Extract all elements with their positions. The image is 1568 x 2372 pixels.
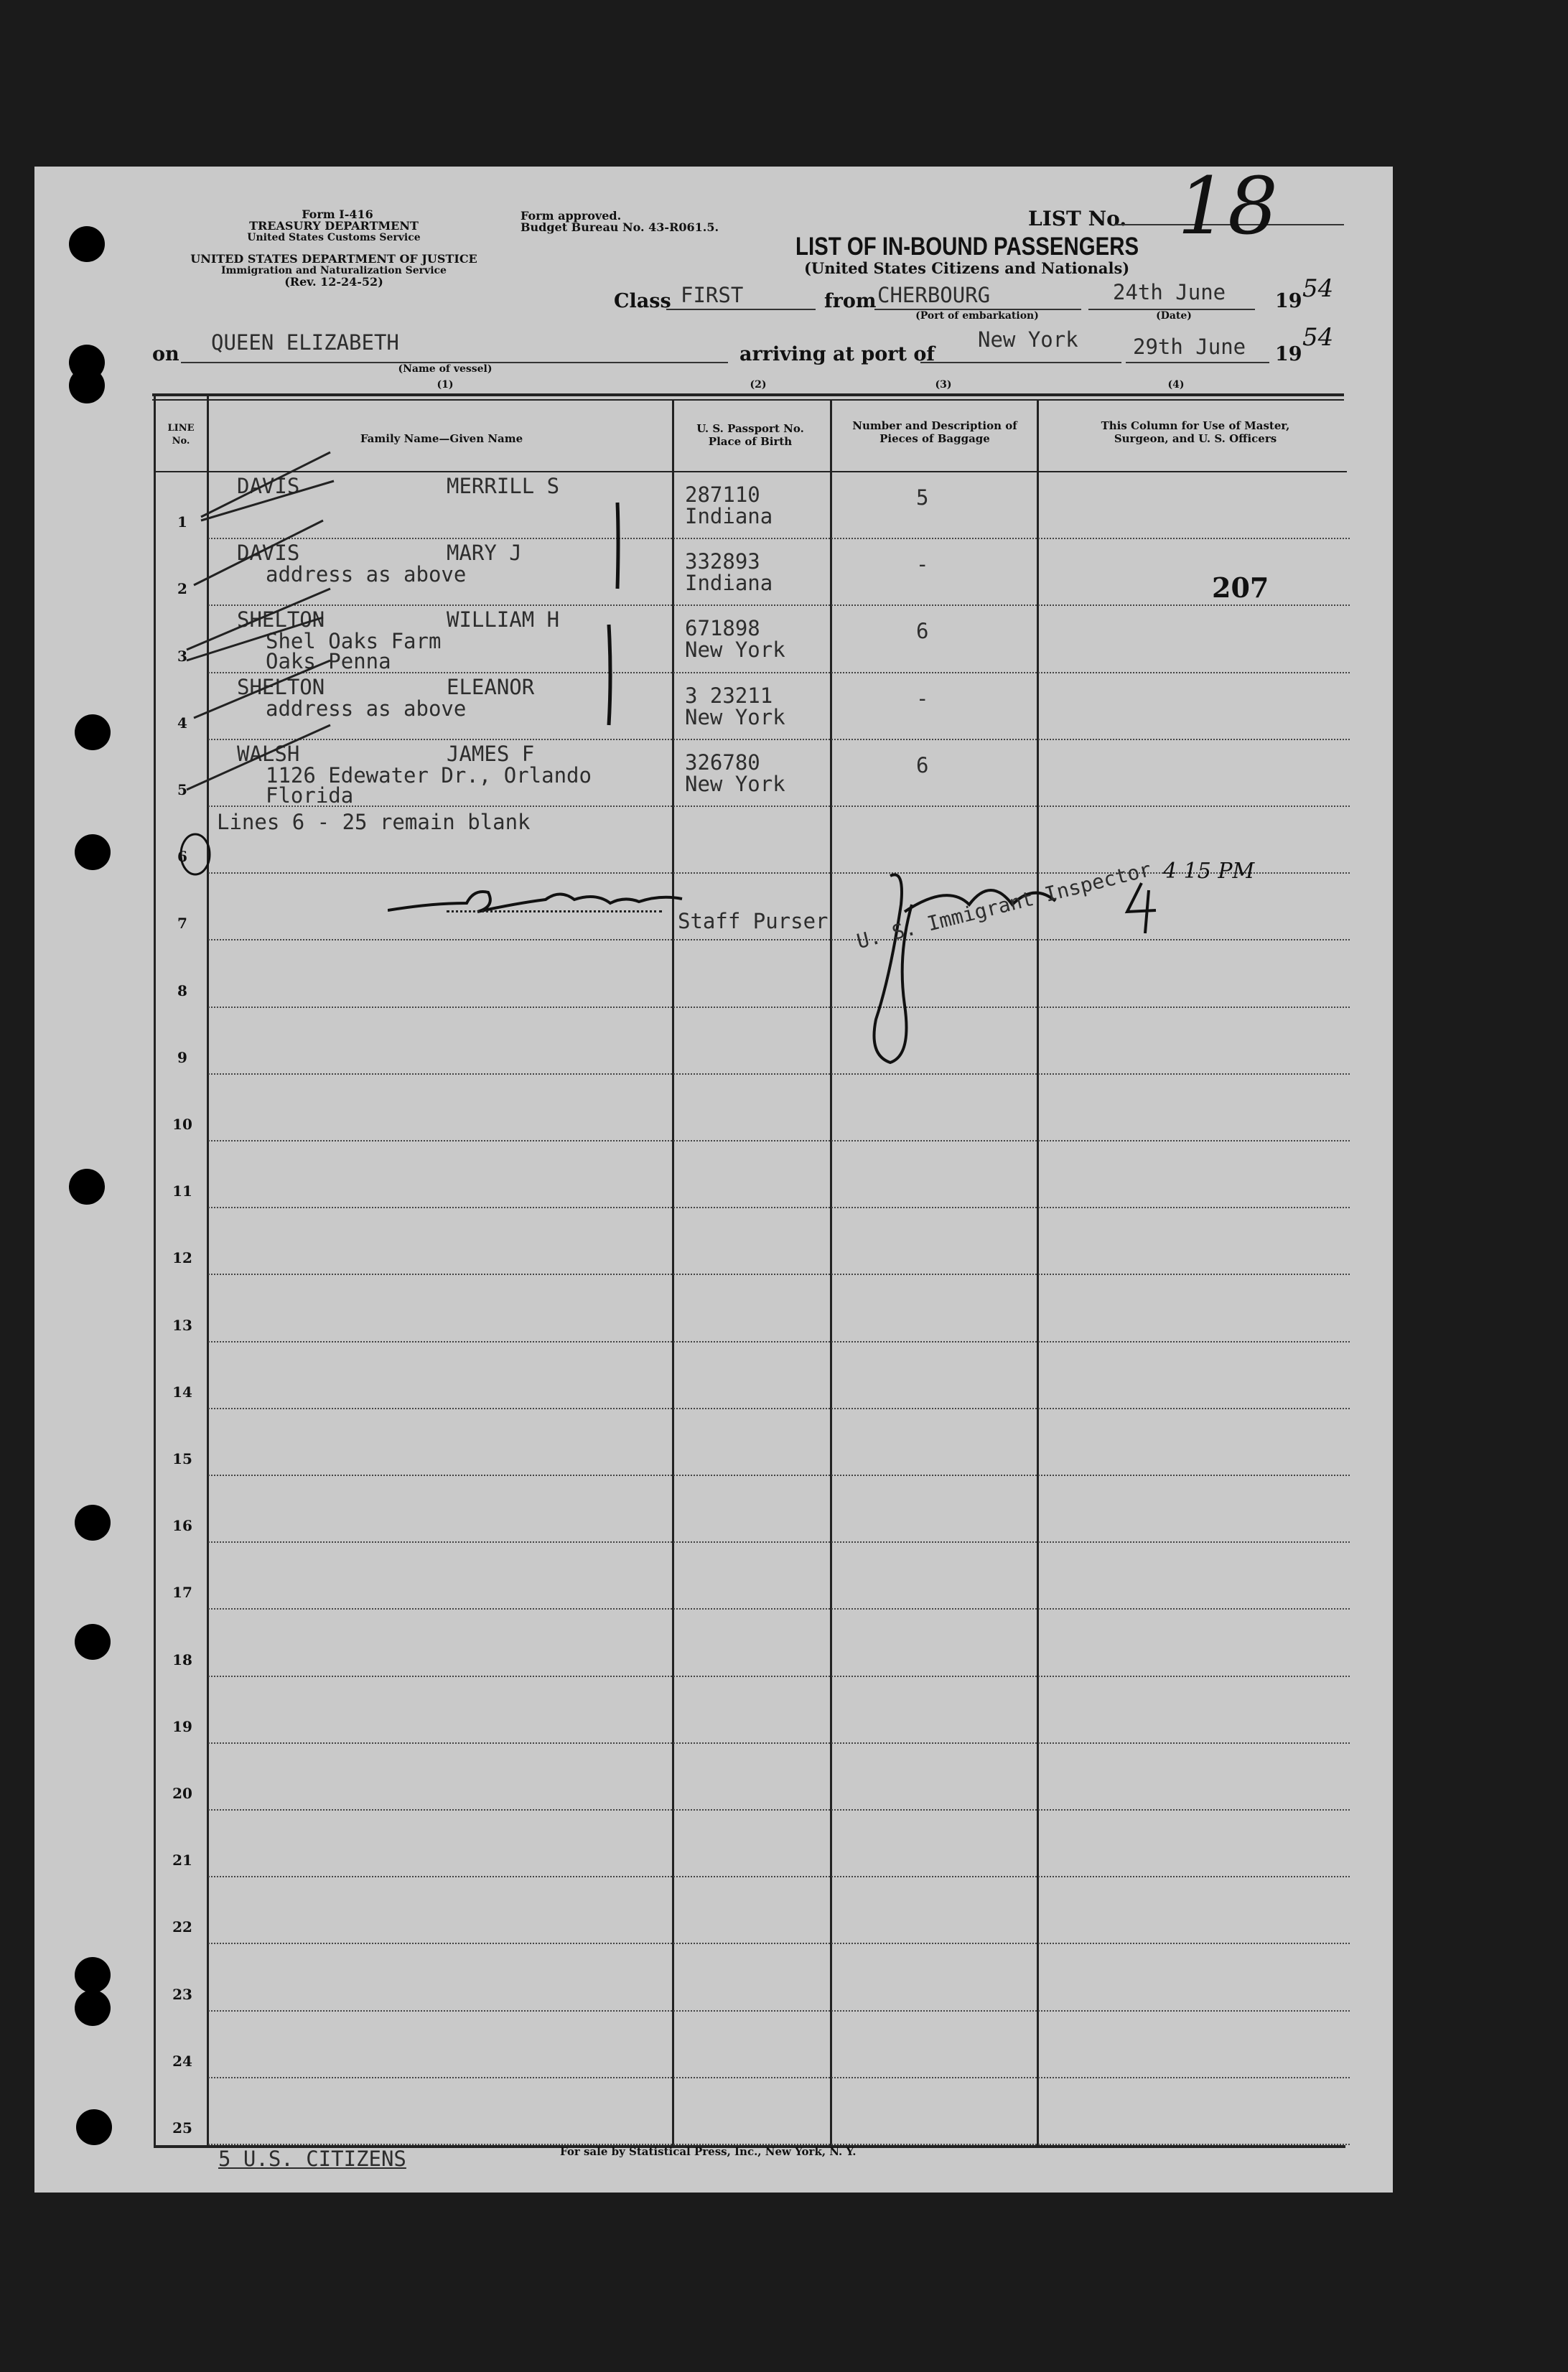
place-of-birth: Indiana <box>685 571 773 596</box>
purser-dotted-line <box>447 910 662 912</box>
line-number: 6 <box>177 848 187 866</box>
baggage-count: 6 <box>916 752 929 778</box>
punch-hole <box>69 226 105 262</box>
row-rule <box>208 1676 1350 1677</box>
punch-hole <box>75 1624 111 1660</box>
year-prefix: 19 <box>1275 343 1302 365</box>
list-number-label: LIST No. <box>1028 207 1127 230</box>
officer-note: 207 <box>1212 571 1269 604</box>
passport-number: 3 23211 <box>685 683 773 708</box>
row-rule <box>208 1274 1350 1275</box>
passenger-given-name: MERRILL S <box>447 474 560 498</box>
passenger-address: address as above <box>266 562 467 587</box>
line-number: 1 <box>177 513 187 531</box>
class-label: Class <box>614 290 671 312</box>
line-number: 12 <box>172 1249 192 1267</box>
punch-hole <box>75 1505 111 1541</box>
passenger-family-name: SHELTON <box>237 674 325 699</box>
purser-signature <box>388 867 689 932</box>
line-number: 4 <box>177 714 187 732</box>
row-rule <box>208 1608 1350 1610</box>
arrival-port: New York <box>978 327 1078 352</box>
passenger-address: Oaks Penna <box>266 649 391 674</box>
baggage-count: - <box>916 552 929 577</box>
passenger-address: address as above <box>266 696 467 721</box>
list-number: 18 <box>1177 160 1278 252</box>
on-label: on <box>152 343 179 365</box>
row-rule <box>208 2010 1350 2012</box>
department-name: UNITED STATES DEPARTMENT OF JUSTICE <box>190 252 477 266</box>
punch-hole <box>76 2109 112 2145</box>
from-label: from <box>824 290 877 312</box>
inspector-title: U. S. Immigrant Inspector <box>854 857 1154 954</box>
row-rule <box>208 1809 1350 1811</box>
line-number: 19 <box>172 1717 192 1735</box>
date-caption: (Date) <box>1156 310 1192 322</box>
row-rule <box>208 1207 1350 1208</box>
passport-number: 287110 <box>685 482 760 507</box>
row-rule <box>208 2077 1350 2078</box>
baggage-count: 5 <box>916 485 929 510</box>
citizens-count: 5 U.S. CITIZENS <box>218 2147 406 2171</box>
column-index-2: (2) <box>750 379 767 391</box>
arriving-label: arriving at port of <box>739 343 935 365</box>
year-value: 54 <box>1302 274 1334 303</box>
port-of-embarkation: CHERBOURG <box>877 283 991 307</box>
passport-number: 671898 <box>685 616 760 641</box>
punch-hole <box>75 834 111 870</box>
column-index-3: (3) <box>935 379 952 391</box>
row-rule <box>208 1073 1350 1075</box>
year-prefix: 19 <box>1275 290 1302 312</box>
line-number: 3 <box>177 647 187 665</box>
line-number: 22 <box>172 1918 192 1936</box>
page-subtitle: (United States Citizens and Nationals) <box>804 259 1130 277</box>
embarkation-date: 24th June <box>1113 280 1226 304</box>
baggage-count: 6 <box>916 619 929 644</box>
approval-line: Form approved. <box>521 209 622 223</box>
line-number: 5 <box>177 781 187 798</box>
line-number: 17 <box>172 1584 192 1602</box>
service-name: Immigration and Naturalization Service <box>221 265 447 276</box>
time-note: 4 15 PM <box>1163 859 1255 884</box>
place-of-birth: Indiana <box>685 504 773 528</box>
line-number: 9 <box>177 1048 187 1066</box>
vessel-name: QUEEN ELIZABETH <box>211 330 399 355</box>
line-number: 18 <box>172 1650 192 1668</box>
line-number: 24 <box>172 2052 192 2070</box>
column-index-1: (1) <box>437 379 454 391</box>
passport-number: 332893 <box>685 549 760 574</box>
passenger-address: Shel Oaks Farm <box>266 629 442 654</box>
column-index-4: (4) <box>1167 379 1185 391</box>
printer-credit: For sale by Statistical Press, Inc., New York, N. Y. <box>560 2145 857 2158</box>
vessel-caption: (Name of vessel) <box>398 363 493 375</box>
passenger-given-name: MARY J <box>447 541 522 566</box>
passenger-family-name: WALSH <box>237 741 300 766</box>
revision-date: (Rev. 12-24-52) <box>284 275 383 289</box>
row-rule <box>208 1140 1350 1141</box>
table-top-rule <box>152 393 1344 396</box>
row-rule <box>208 1475 1350 1476</box>
line-number: 23 <box>172 1985 192 2003</box>
row-rule <box>208 1943 1350 1944</box>
passenger-given-name: JAMES F <box>447 741 535 766</box>
row-rule <box>208 1742 1350 1744</box>
punch-hole <box>69 368 105 403</box>
line-number: 10 <box>172 1116 192 1133</box>
punch-hole <box>75 1990 111 2026</box>
passenger-address: 1126 Edewater Dr., Orlando <box>266 762 592 788</box>
passenger-family-name: DAVIS <box>237 474 300 498</box>
purser-title: Staff Purser <box>678 909 829 933</box>
page-title: LIST OF IN-BOUND PASSENGERS <box>795 233 1139 261</box>
year-value: 54 <box>1302 323 1334 352</box>
officers-header: This Column for Use of Master, Surgeon, and U. S. Officers <box>1101 419 1290 445</box>
punch-hole <box>75 714 111 750</box>
blank-lines-note: Lines 6 - 25 remain blank <box>217 810 531 834</box>
place-of-birth: New York <box>685 704 785 729</box>
line-number: 15 <box>172 1450 192 1467</box>
line-number: 11 <box>172 1182 192 1200</box>
service-name: United States Customs Service <box>247 232 421 243</box>
passport-number: 326780 <box>685 750 760 775</box>
line-number: 20 <box>172 1785 192 1802</box>
passenger-given-name: WILLIAM H <box>447 607 560 632</box>
arrival-date: 29th June <box>1133 335 1246 359</box>
line-number: 7 <box>177 915 187 933</box>
line-number: 8 <box>177 981 187 999</box>
port-caption: (Port of embarkation) <box>915 310 1039 322</box>
line-number: 16 <box>172 1517 192 1535</box>
line-number: 21 <box>172 1852 192 1869</box>
line-number: 13 <box>172 1316 192 1334</box>
punch-hole <box>75 1957 111 1993</box>
row-rule <box>208 1876 1350 1877</box>
passenger-family-name: SHELTON <box>237 607 325 632</box>
name-header: Family Name—Given Name <box>360 432 523 445</box>
department-name: TREASURY DEPARTMENT <box>249 219 419 233</box>
passenger-given-name: ELEANOR <box>447 674 535 699</box>
baggage-header: Number and Description of Pieces of Baggage <box>852 419 1017 445</box>
line-number: 2 <box>177 580 187 598</box>
row-rule <box>208 1541 1350 1543</box>
place-of-birth: New York <box>685 771 785 796</box>
line-number-header: LINE No. <box>167 423 195 447</box>
line-number: 14 <box>172 1383 192 1401</box>
passenger-family-name: DAVIS <box>237 541 300 566</box>
form-number: Form I-416 <box>302 207 373 221</box>
row-rule <box>208 1341 1350 1343</box>
punch-hole <box>69 1169 105 1205</box>
line-number: 25 <box>172 2119 192 2137</box>
budget-bureau-number: Budget Bureau No. 43-R061.5. <box>521 220 719 234</box>
passenger-address: Florida <box>266 783 354 808</box>
row-rule <box>208 1408 1350 1409</box>
passport-header: U. S. Passport No. Place of Birth <box>696 422 804 448</box>
class-value: FIRST <box>681 283 744 307</box>
place-of-birth: New York <box>685 638 785 663</box>
baggage-count: - <box>916 686 929 711</box>
